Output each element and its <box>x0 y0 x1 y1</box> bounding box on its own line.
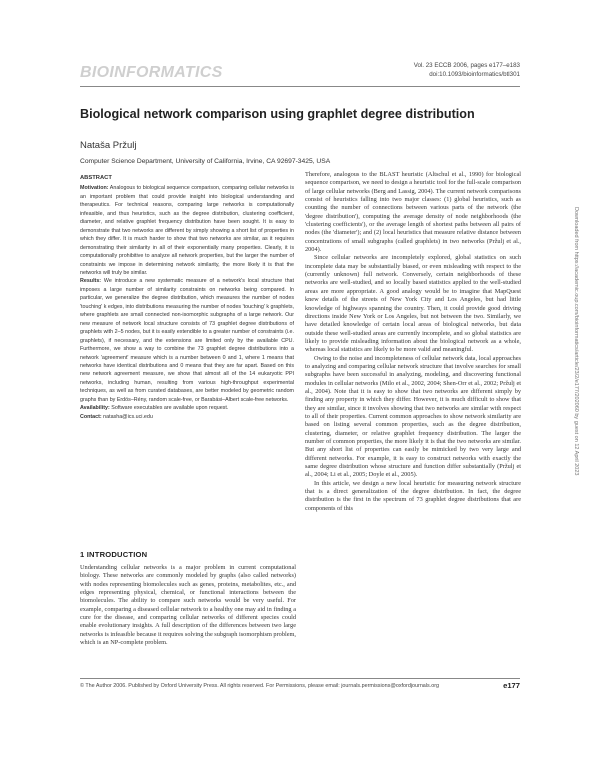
page-number: e177 <box>503 681 520 690</box>
motivation-text: Analogous to biological sequence comparison, comparing cellular networks is an important problem that could provide insight into biological understanding and therapeutics. For technical reasons, comparing large networks is computationally infeasible, and thus heuristics, such as the degree distribution, clustering coefficient, diameter, and relative graphlet frequency distribution have been sought. It is easy to demonstrate that two networks are different by simply showing a short list of properties in which they differ. It is much harder to show that two networks are similar, as it requires demonstrating their similarity in all of their exponentially many properties. Clearly, it is computationally prohibitive to analyze all network properties, but the larger the number of constraints we impose in determining network similarity, the more likely it is that the networks will truly be similar. <box>80 185 294 276</box>
journal-name: BIOINFORMATICS <box>80 64 223 81</box>
abstract-motivation <box>80 184 294 277</box>
author-name: Nataša Pržulj <box>80 140 137 151</box>
contact-email[interactable]: natasha@ics.uci.edu <box>101 413 153 420</box>
footer-rule <box>80 678 520 679</box>
results-text: We introduce a new systematic measure of a network's local structure that imposes a large number of similarity constraints on networks being compared. In particular, we generalize the degree distribution, which measures the number of nodes 'touching' k edges, into distributions measuring the number of nodes 'touching' k graphlets, where graphlets are small connected non-isomorphic subgraphs of a large network. Our new measure of network local structure consists of 73 graphlet degree distributions of graphlets with 2–5 nodes, but it is easily extendible to a greater number of constraints (i.e. graphlets), if necessary, and the extensions are limited only by the available CPU. Furthermore, we show a way to combine the 73 graphlet degree distributions into a network 'agreement' measure which is a number between 0 and 1, where 1 means that networks have identical distributions and 0 means that they are far apart. Based on this new network agreement measure, we show that almost all of the 14 eukaryotic PPI networks, including human, resulting from various high-throughput experimental techniques, as well as from curated databases, are better modeled by geometric random graphs than by Erdös–Rény, random scale-free, or Barabási–Albert scale-free networks. <box>80 278 294 403</box>
author-affiliation: Computer Science Department, University of California, Irvine, CA 92697-3425, USA <box>80 158 331 165</box>
section-heading-introduction: 1 INTRODUCTION <box>80 550 148 559</box>
right-paragraph-1: Therefore, analogous to the BLAST heuristic (Altschul et al., 1990) for biological sequence comparison, we need to design a heuristic tool for the full-scale comparison of large cellular networks (Berg and Lassig, 2004). The current network comparisons consist of heuristics falling into two major classes: (1) global heuristics, such as counting the number of connections between various parts of the network (the 'degree distribution'), computing the average density of node neighborhoods (the 'clustering coefficients'), or the average length of shortest paths between all pairs of nodes (the 'diameter'); and (2) local heuristics that measure relative distance between concentrations of small subgraphs (called graphlets) in two networks (Pržulj et al., 2004). <box>305 171 521 254</box>
download-watermark: Downloaded from https://academic.oup.com/bioinformatics/article/23/2/e177/202060 by guest on 12 April 2023 <box>573 207 579 476</box>
volume-pages: Vol. 23 ECCB 2006, pages e177–e183 <box>413 62 520 69</box>
right-paragraph-3: Owing to the noise and incompleteness of cellular network data, local approaches to analyzing and comparing cellular network structure that involve searches for small subgraphs have been successful in analyzing, modeling, and discovering functional modules in cellular networks (Milo et al., 2002, 2004; Shen-Orr et al., 2002; Pržulj et al., 2004). Note that it is easy to show that two networks are different simply by finding any property in which they differ. However, it is much difficult to show that they are similar, since it involves showing that two networks are similar with respect to all of their properties. Current common approaches to show network similarity are based on listing several common properties, such as the degree distribution, clustering, diameter, or relative graphlet frequency distribution. The larger the number of common properties, the more likely it is that the two networks are similar. But any short list of properties can easily be mimicked by two very large and different networks. For example, it is easy to construct networks with exactly the same degree distribution whose structure and function differ substantially (Pržulj et al., 2004; Li et al., 2005; Doyle et al., 2005). <box>305 354 521 479</box>
abstract-availability <box>80 404 294 412</box>
intro-paragraph: Understanding cellular networks is a major problem in current computational biology. These networks are commonly modeled by graphs (also called networks) with nodes representing biomolecules such as genes, proteins, metabolites, etc., and edges representing physical, chemical, or functional interactions between the biomolecules. The ability to compare such networks would be very useful. For example, comparing a diseased cellular network to a healthy one may aid in finding a cure for the disease, and comparing cellular networks of different species could enable evolutionary insights. A full description of the differences between two large networks is infeasible because it requires solving the subgraph isomorphism problem, which is an NP-complete problem. <box>80 564 296 647</box>
abstract-heading: ABSTRACT <box>80 175 112 181</box>
abstract-contact <box>80 413 294 421</box>
right-paragraph-4: In this article, we design a new local heuristic for measuring network structure that is a direct generalization of the degree distribution. In fact, the degree distribution is the first in the spectrum of 73 graphlet degree distributions that are components of this <box>305 479 521 512</box>
abstract-results <box>80 277 294 404</box>
right-column <box>305 171 521 513</box>
copyright-notice: © The Author 2006. Published by Oxford University Press. All rights reserved. For Permissions, please email: journals.permissions@oxfordjournals.org <box>80 683 439 689</box>
introduction-text <box>80 564 296 647</box>
doi[interactable]: doi:10.1093/bioinformatics/btl301 <box>429 70 520 78</box>
volume-info <box>414 62 520 79</box>
right-paragraph-2: Since cellular networks are incompletely explored, global statistics on such incomplete data may be substantially biased, or even misleading with respect to the (currently unknown) full network. Conversely, certain neighborhoods of these networks are well-studied, and so locally based statistics applied to the well-studied areas are more appropriate. A good analogy would be to imagine that MapQuest knew details of the streets of New York City and Los Angeles, but had little knowledge of highways spanning the country. Then, it could provide good driving directions inside New York or Los Angeles, but not between the two. Similarly, we have detailed knowledge of certain local areas of biological networks, but data outside these well-studied areas are currently incomplete, and so global statistics are likely to provide misleading information about the biological network as a whole, whereas local statistics are likely to be more valid and meaningful. <box>305 254 521 354</box>
availability-label: Availability: <box>80 405 110 412</box>
motivation-label: Motivation: <box>80 185 109 192</box>
availability-text: Software executables are available upon request. <box>109 405 229 412</box>
abstract <box>80 174 294 421</box>
results-label: Results: <box>80 278 102 285</box>
paper-title: Biological network comparison using graphlet degree distribution <box>80 107 475 121</box>
header-rule <box>80 86 520 87</box>
contact-label: Contact: <box>80 413 102 420</box>
